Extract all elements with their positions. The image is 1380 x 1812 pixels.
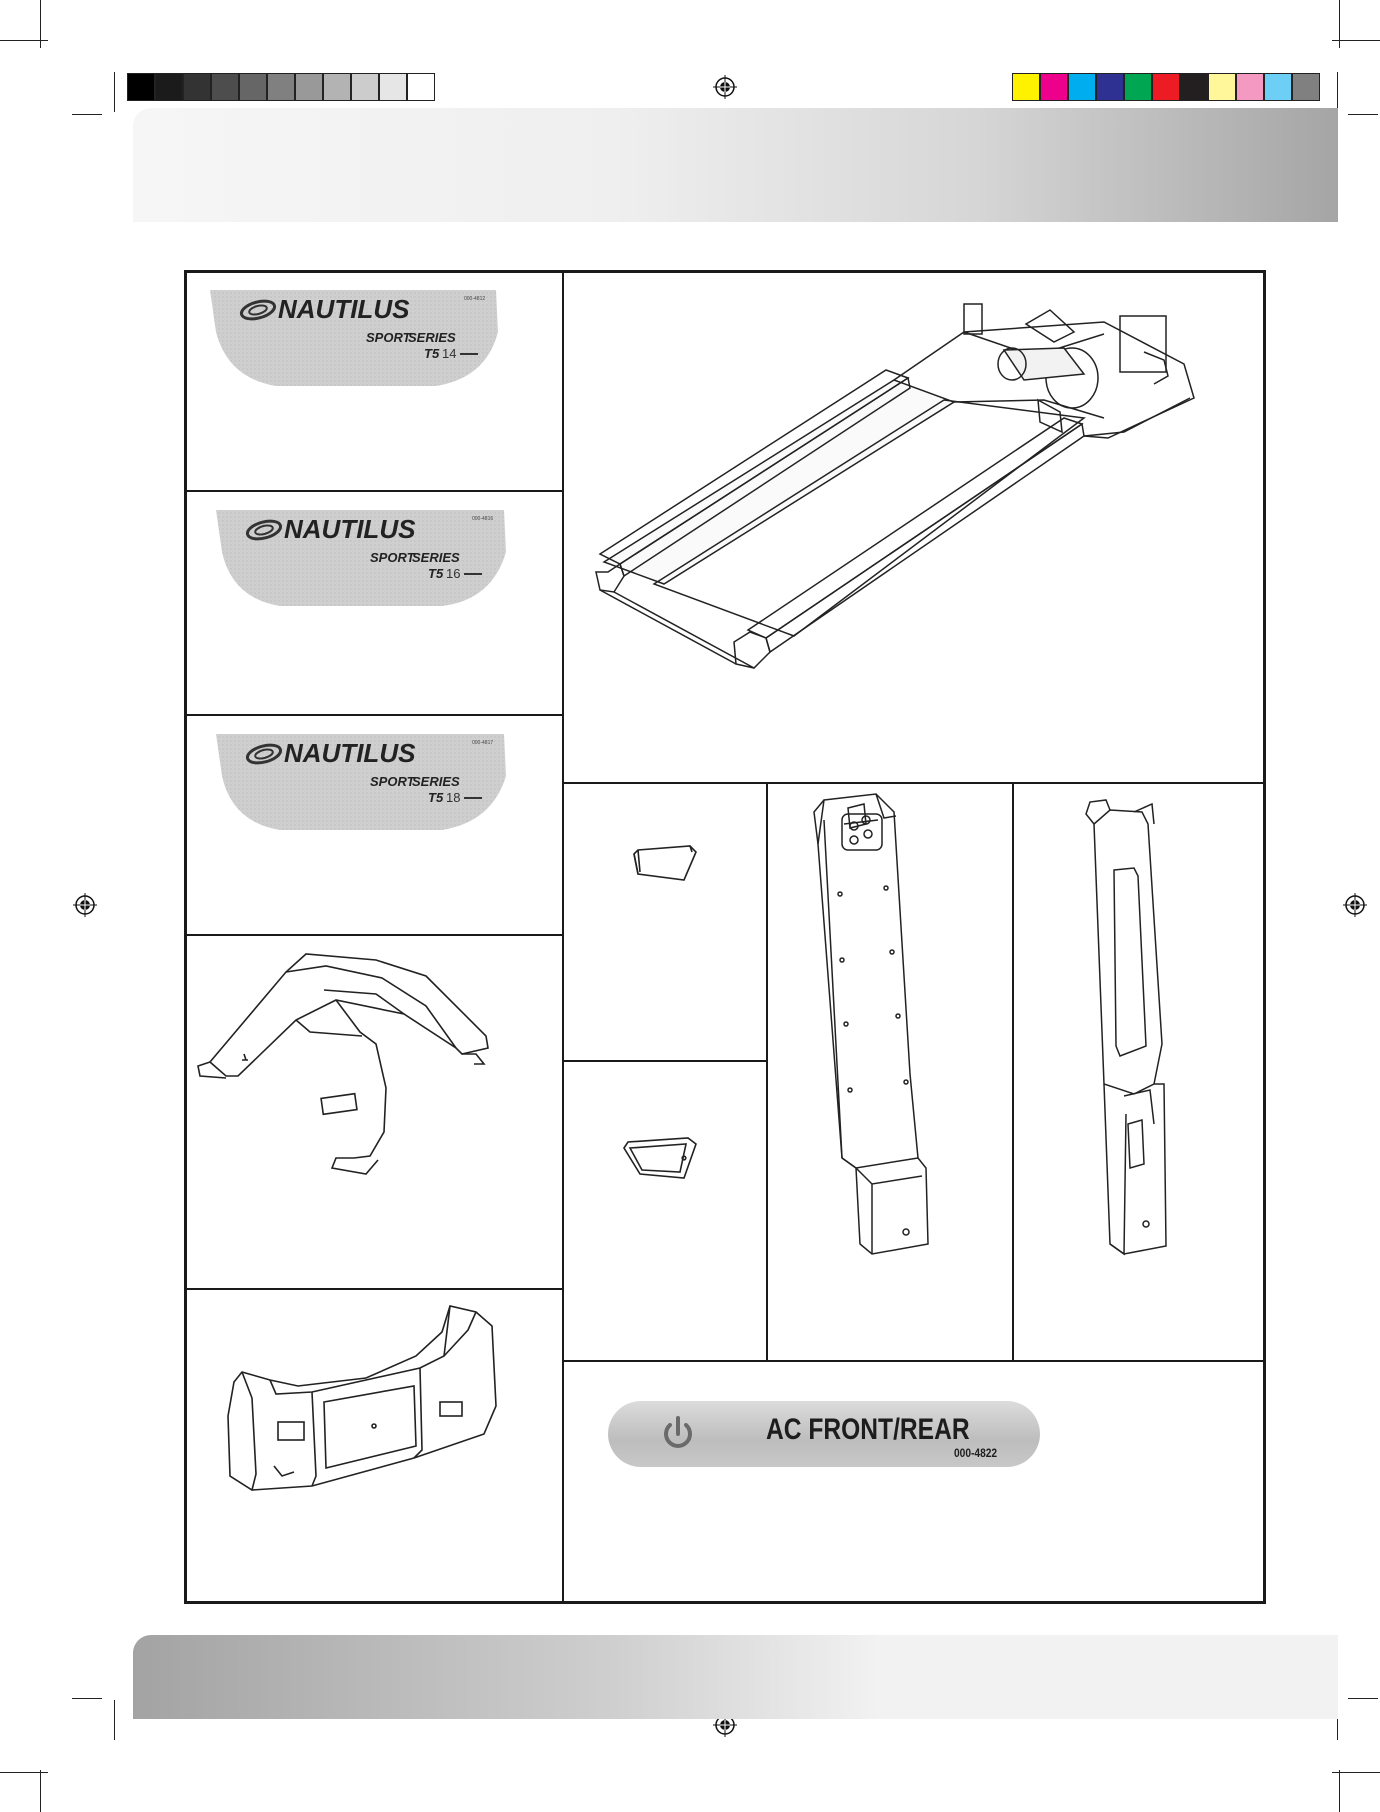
- decal-cell-3: [184, 714, 564, 936]
- decal-cell-2: [184, 490, 564, 716]
- model-text-b: 16: [446, 566, 461, 581]
- series-text-a: SPORT: [366, 330, 411, 345]
- crop-mark: [1332, 1772, 1380, 1773]
- model-text-b: 18: [446, 790, 461, 805]
- gray-swatch: [267, 73, 295, 101]
- gray-swatch: [127, 73, 155, 101]
- crop-mark: [114, 1700, 115, 1740]
- crop-mark: [114, 72, 115, 112]
- left-upright-illustration: [768, 784, 1014, 1362]
- gray-swatch: [183, 73, 211, 101]
- crop-mark: [1339, 1770, 1340, 1812]
- console-decal: [186, 272, 564, 492]
- series-text-a: SPORT: [370, 774, 415, 789]
- rear-cap-illustration: [186, 1290, 564, 1604]
- end-cap-illustration: [564, 1062, 768, 1362]
- brand-text: NAUTILUS: [278, 294, 410, 324]
- ac-front-rear-label: [608, 1401, 1040, 1467]
- crop-mark: [1348, 1698, 1378, 1699]
- crop-mark: [1337, 72, 1338, 112]
- upright-cell-left: [766, 782, 1014, 1362]
- rear-cap-cell: [184, 1288, 564, 1604]
- series-text-b: SERIES: [412, 774, 460, 789]
- hood-cell: [184, 934, 564, 1290]
- registration-mark-icon: [713, 75, 737, 99]
- color-swatch: [1292, 73, 1320, 101]
- crop-mark: [40, 1770, 41, 1812]
- crop-mark: [0, 1772, 48, 1773]
- end-cap-illustration: [564, 784, 768, 1062]
- console-decal: [186, 492, 564, 716]
- series-text-a: SPORT: [370, 550, 415, 565]
- ac-label-title: AC FRONT/REAR: [766, 1413, 970, 1446]
- series-text-b: SERIES: [412, 550, 460, 565]
- gray-swatch: [323, 73, 351, 101]
- part-number: 000-4816: [472, 516, 494, 522]
- brand-text: NAUTILUS: [284, 738, 416, 768]
- color-swatch: [1012, 73, 1040, 101]
- color-swatch: [1180, 73, 1208, 101]
- gray-swatch: [295, 73, 323, 101]
- model-text-a: T5: [428, 566, 444, 581]
- color-swatch: [1068, 73, 1096, 101]
- brand-text: NAUTILUS: [284, 514, 416, 544]
- gray-swatch: [211, 73, 239, 101]
- registration-mark-icon: [1343, 893, 1367, 917]
- series-text-b: SERIES: [408, 330, 456, 345]
- right-upright-illustration: [1014, 784, 1266, 1362]
- endcap-cell-right: [562, 1060, 768, 1362]
- footer-band: [133, 1635, 1338, 1719]
- console-decal: [186, 716, 564, 936]
- treadmill-base-illustration: [564, 272, 1266, 784]
- crop-mark: [72, 114, 102, 115]
- color-swatch: [1208, 73, 1236, 101]
- color-swatch: [1152, 73, 1180, 101]
- crop-mark: [0, 40, 48, 41]
- color-swatch: [1096, 73, 1124, 101]
- color-swatch: [1264, 73, 1292, 101]
- model-text-b: 14: [442, 346, 457, 361]
- part-number: 000-4817: [472, 740, 494, 746]
- crop-mark: [1348, 114, 1378, 115]
- power-icon: [658, 1414, 698, 1454]
- ac-label-code: 000-4822: [954, 1446, 998, 1460]
- gray-swatch: [155, 73, 183, 101]
- header-band: [133, 108, 1338, 222]
- color-swatch: [1236, 73, 1264, 101]
- gray-swatch: [351, 73, 379, 101]
- gray-swatch: [379, 73, 407, 101]
- decal-cell-1: [184, 270, 564, 492]
- gray-swatch: [407, 73, 435, 101]
- model-text-a: T5: [424, 346, 440, 361]
- ac-label-cell: [562, 1360, 1266, 1604]
- motor-hood-illustration: [186, 936, 564, 1290]
- part-number: 000-4812: [464, 296, 486, 302]
- gray-swatch: [239, 73, 267, 101]
- treadmill-cell: [562, 270, 1266, 784]
- endcap-cell-left: [562, 782, 768, 1062]
- color-swatch: [1040, 73, 1068, 101]
- color-swatch: [1124, 73, 1152, 101]
- model-text-a: T5: [428, 790, 444, 805]
- crop-mark: [1332, 40, 1380, 41]
- upright-cell-right: [1012, 782, 1266, 1362]
- registration-mark-icon: [73, 893, 97, 917]
- crop-mark: [72, 1698, 102, 1699]
